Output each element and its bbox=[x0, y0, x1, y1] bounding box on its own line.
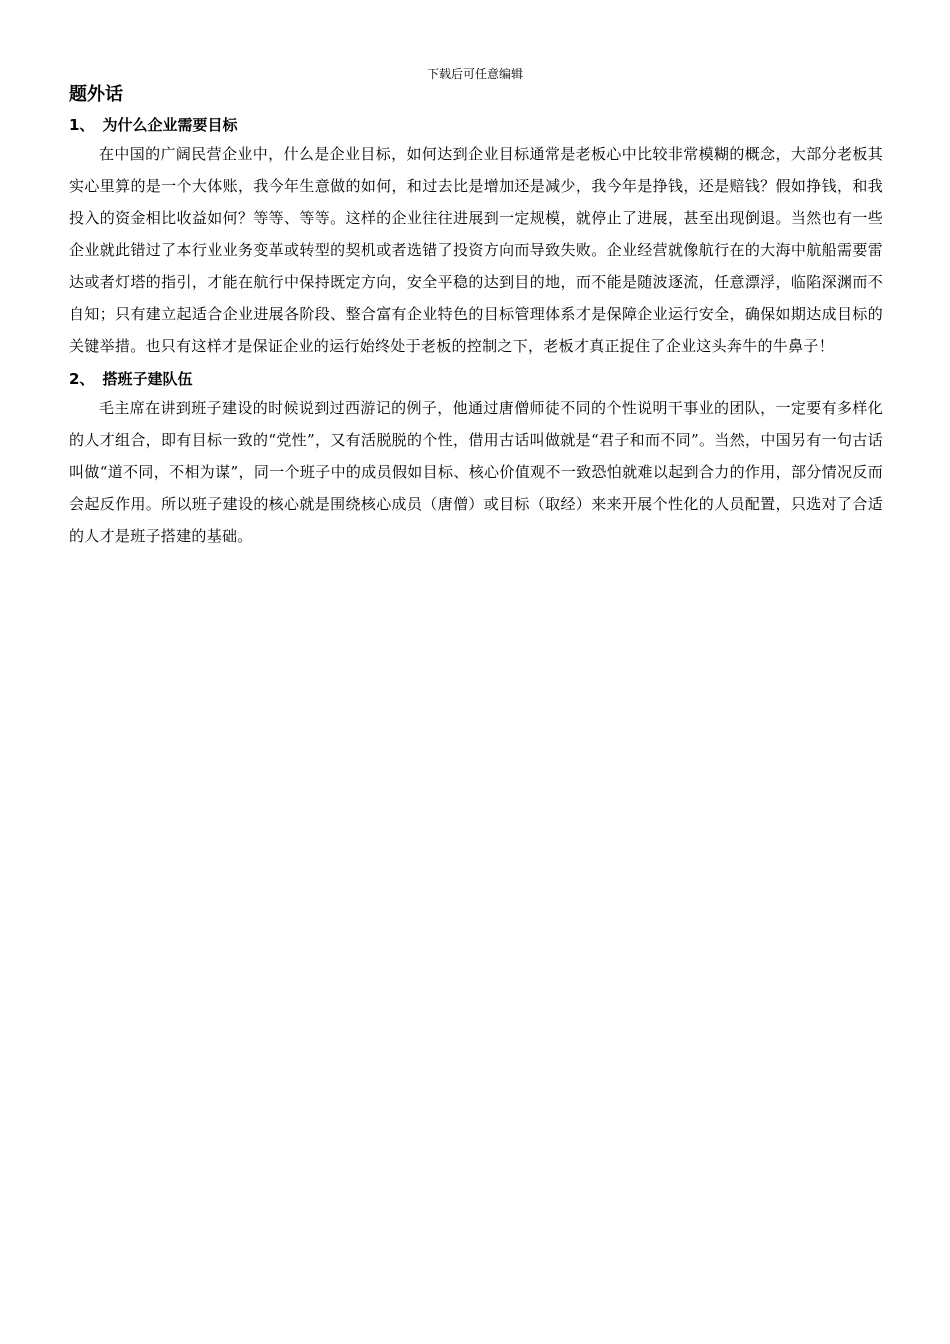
section-paragraph: 毛主席在讲到班子建设的时候说到过西游记的例子，他通过唐僧师徒不同的个性说明干事业的团队，一定要有多样化的人才组合，即有目标一致的“党性”，又有活脱脱的个性，借用古话叫做就是“君子和而不同”。当然，中国另有一句古话叫做“道不同，不相为谋”，同一个班子中的成员假如目标、核心价值观不一致恐怕就难以起到合力的作用，部分情况反而会起反作用。所以班子建设的核心就是围绕核心成员（唐僧）或目标（取经）来来开展个性化的人员配置，只选对了合适的人才是班子搭建的基础。 bbox=[69, 399, 883, 545]
section-2 bbox=[69, 366, 883, 552]
section-paragraph: 在中国的广阔民营企业中，什么是企业目标，如何达到企业目标通常是老板心中比较非常模糊的概念，大部分老板其实心里算的是一个大体账，我今年生意做的如何，和过去比是增加还是减少，我今年是挣钱，还是赔钱？假如挣钱，和我投入的资金相比收益如何？等等、等等。这样的企业往往进展到一定规模，就停止了进展，甚至出现倒退。当然也有一些企业就此错过了本行业业务变革或转型的契机或者选错了投资方向而导致失败。企业经营就像航行在的大海中航船需要雷达或者灯塔的指引，才能在航行中保持既定方向，安全平稳的达到目的地，而不能是随波逐流，任意漂浮，临陷深渊而不自知；只有建立起适合企业进展各阶段、整合富有企业特色的目标管理体系才是保障企业运行安全，确保如期达成目标的关键举措。也只有这样才是保证企业的运行始终处于老板的控制之下，老板才真正捉住了企业这头奔牛的牛鼻子！ bbox=[69, 145, 883, 355]
section-number: 1、 bbox=[69, 116, 95, 134]
section-number: 2、 bbox=[69, 370, 95, 388]
section-title: 为什么企业需要目标 bbox=[102, 116, 238, 134]
section-heading bbox=[69, 366, 883, 392]
section-heading bbox=[69, 112, 883, 138]
document-title: 题外话 bbox=[69, 84, 123, 105]
section-title: 搭班子建队伍 bbox=[102, 370, 193, 388]
document-body bbox=[69, 82, 883, 552]
page-header: 下载后可任意编辑 bbox=[426, 67, 523, 81]
section-1 bbox=[69, 112, 883, 362]
